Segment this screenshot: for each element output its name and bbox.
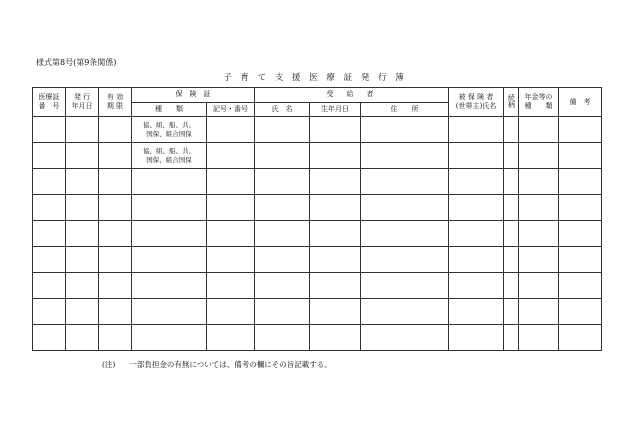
header-recipient-address: 住 所	[361, 102, 449, 117]
insurance-type-options[interactable]: 協、組、船、共、 国保、組合国保	[132, 117, 207, 143]
header-insurance-group: 保 険 証	[132, 88, 255, 103]
footnote-text: 一部負担金の有無については、備考の欄にその旨記載する。	[129, 360, 332, 369]
footnote-label: (注)	[102, 360, 116, 369]
table-row	[33, 221, 602, 247]
header-insurance-symbol: 記号・番号	[207, 102, 255, 117]
table-row	[33, 273, 602, 299]
table-row	[33, 324, 602, 350]
table-row	[33, 298, 602, 324]
table-row	[33, 169, 602, 195]
table-row	[33, 117, 602, 143]
header-row-1	[33, 88, 602, 103]
insurance-type-options[interactable]: 協、組、船、共、 国保、組合国保	[132, 143, 207, 169]
header-insured-person: 被 保 険 者 (世帯主)氏名	[449, 88, 504, 117]
issuance-register-table	[32, 87, 602, 351]
header-insurance-type: 種 類	[132, 102, 207, 117]
header-relationship: 続柄	[504, 88, 519, 117]
footnote	[102, 359, 332, 370]
header-recipient-birthdate: 生年月日	[310, 102, 361, 117]
table-row	[33, 143, 602, 169]
header-recipient-group: 受 給 者	[255, 88, 449, 103]
header-issue-date: 発 行 年月日	[66, 88, 99, 117]
table-row	[33, 195, 602, 221]
header-remarks: 備 考	[559, 88, 602, 117]
header-recipient-name: 氏 名	[255, 102, 310, 117]
page-title: 子 育 て 支 援 医 療 証 発 行 簿	[223, 73, 407, 83]
header-validity: 有 効 期 限	[99, 88, 132, 117]
table-row	[33, 247, 602, 273]
form-number: 様式第8号(第9条関係)	[36, 58, 117, 67]
header-pension-type: 年金等の 種 類	[519, 88, 559, 117]
header-cert-number: 医療証 番 号	[33, 88, 66, 117]
